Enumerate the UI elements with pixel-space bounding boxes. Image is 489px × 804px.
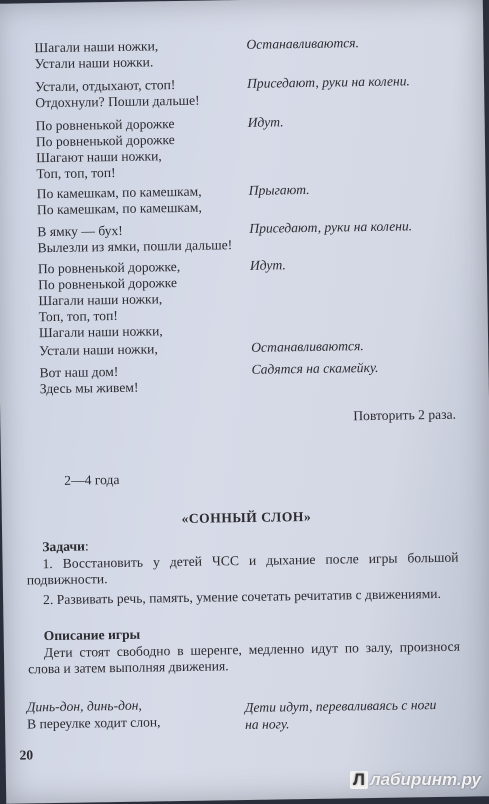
stage-direction: Приседают, руки на колени. [249, 218, 413, 236]
stage-direction: Идут. [249, 257, 286, 273]
stage-direction: Прыгают. [248, 181, 310, 198]
description-text: Дети стоят свободно в шеренге, медленно идут по залу, произнося слова и затем выполняя движения. [28, 638, 461, 677]
tasks-heading-row [42, 538, 89, 555]
tasks-heading-colon: : [84, 538, 89, 554]
poem-line: По ровненькой дорожке, [37, 258, 181, 277]
poem-line: Вот наш дом! [39, 363, 119, 381]
poem-line: В переулке ходит слон, [26, 714, 161, 732]
poem-1 [0, 0, 483, 397]
stage-direction: Садятся на скамейку. [251, 359, 379, 377]
description-heading: Описание игры [43, 626, 141, 644]
poem-line: Устали наши ножки, [39, 341, 158, 359]
page-number: 20 [19, 747, 34, 763]
poem-line: Топ, топ, топ! [38, 307, 118, 325]
poem-line: Шагают наши ножки, [36, 148, 162, 166]
tasks-heading: Задачи [42, 538, 86, 555]
stage-direction: Останавливаются. [251, 338, 364, 355]
stage-direction: на ногу. [244, 716, 290, 733]
poem-line: Отдохнули? Пошли дальше! [35, 92, 200, 111]
task-item: 2. Развивать речь, память, умение сочетать речитатив с движениями. [42, 585, 442, 608]
stage-direction: Дети идут, переваливаясь с ноги [244, 697, 437, 716]
poem-line: В ямку — бух! [37, 222, 123, 240]
poem-line: По ровненькой дорожке [35, 132, 175, 150]
poem-line: Шагали наши ножки, [38, 291, 163, 309]
poem-line: Шагали наши ножки, [34, 38, 159, 56]
poem-line: По ровненькой дорожке [38, 275, 178, 293]
watermark-text: лабиринт.ру [370, 770, 481, 789]
task-item: 1. Восстановить у детей ЧСС и дыхание после игры большой подвижности. [26, 549, 459, 588]
poem-line: По камешкам, по камешкам, [36, 183, 202, 202]
poem-line: Топ, топ, топ! [36, 164, 116, 182]
poem-line: Динь-дон, динь-дон, [26, 697, 142, 715]
poem-line: По ровненькой дорожке [35, 116, 175, 134]
age-label: 2—4 года [64, 471, 120, 488]
watermark-logo [350, 770, 481, 790]
poem-line: Шагали наши ножки, [38, 323, 163, 341]
poem-line: По камешкам, по камешкам, [36, 199, 202, 218]
stage-direction: Приседают, руки на колени. [246, 73, 410, 91]
game-title: «СОННЫЙ СЛОН» [181, 508, 312, 527]
poem-line: Здесь мы живем! [39, 379, 139, 397]
repeat-note: Повторить 2 раза. [353, 406, 457, 424]
stage-direction: Идут. [247, 114, 284, 130]
poem-line: Устали, отдыхают, стоп! [34, 77, 176, 95]
stage-direction: Останавливаются. [246, 35, 360, 52]
poem-line: Устали наши ножки. [34, 54, 154, 72]
labirint-logo-icon: Л [350, 771, 368, 789]
poem-line: Вылезли из ямки, пошли дальше! [37, 237, 233, 256]
